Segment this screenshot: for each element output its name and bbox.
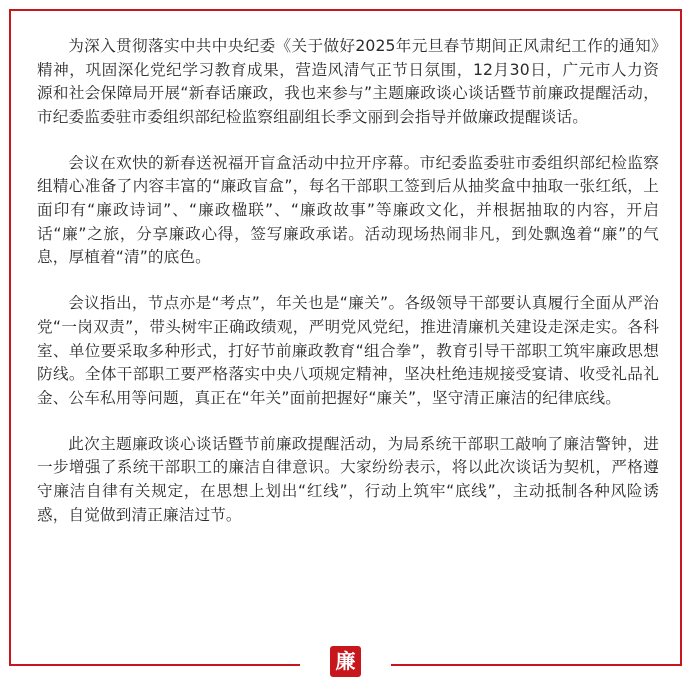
footer-seal-gap [300,646,391,676]
article-body [37,35,659,527]
paragraph-conclusion: 此次主题廉政谈心谈话暨节前廉政提醒活动，为局系统干部职工敲响了廉洁警钟，进一步增强了系统干部职工的廉洁自律意识。大家纷纷表示，将以此次谈话为契机，严格遵守廉洁自律有关规定，在思想上划出“红线”，行动上筑牢“底线”，主动抵制各种风险诱惑，自觉做到清正廉洁过节。 [37,434,659,524]
lian-seal-icon: 廉 [330,646,361,677]
paragraph-intro: 为深入贯彻落实中共中央纪委《关于做好2025年元旦春节期间正风肃纪工作的通知》精神，巩固深化党纪学习教育成果，营造风清气正节日氛围，12月30日，广元市人力资源和社会保障局开展“新春话廉政，我也来参与”主题廉政谈心谈话暨节前廉政提醒活动，市纪委监委驻市委组织部纪检监察组副组长季文丽到会指导并做廉政提醒谈话。 [37,37,659,126]
paragraph-meeting-points: 会议指出，节点亦是“考点”，年关也是“廉关”。各级领导干部要认真履行全面从严治党“一岗双责”，带头树牢正确政绩观，严明党风党纪，推进清廉机关建设走深走实。各科室、单位要采取多种形式，打好节前廉政教育“组合拳”，教育引导干部职工筑牢廉政思想防线。全体干部职工要严格落实中央八项规定精神，坚决杜绝违规接受宴请、收受礼品礼金、公车私用等问题，真正在“年关”面前把握好“廉关”，坚守清正廉洁的纪律底线。 [37,294,659,407]
paragraph-opening: 会议在欢快的新春送祝福开盲盒活动中拉开序幕。市纪委监委驻市委组织部纪检监察组精心准备了内容丰富的“廉政盲盒”，每名干部职工签到后从抽奖盒中抽取一张红纸，上面印有“廉政诗词”、“廉政楹联”、“廉政故事”等廉政文化，并根据抽取的内容，开启话“廉”之旅，分享廉政心得，签写廉政承诺。活动现场热闹非凡，到处飘逸着“廉”的气息，厚植着“清”的底色。 [37,153,659,267]
